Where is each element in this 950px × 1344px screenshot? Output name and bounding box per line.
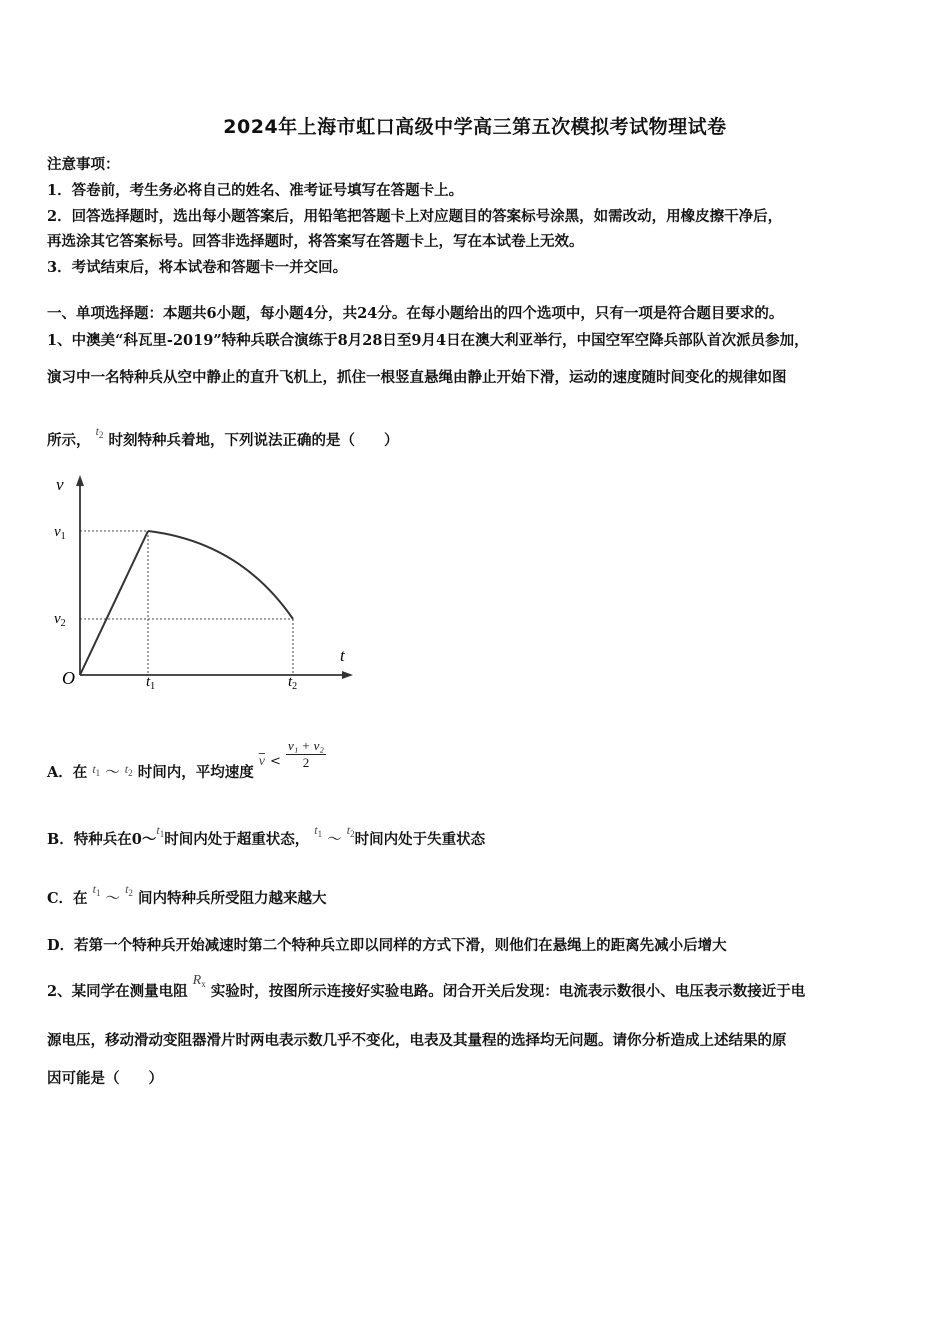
q1-text: 1、中澳美“科瓦里-2019”特种兵联合演练于8月28日至9月4日在澳大利亚举行，中国空军空降兵部队首次派员参加， [47, 332, 809, 349]
t2-label: $t_2$ [288, 674, 298, 692]
t1-symbol: $t_1$ [92, 882, 101, 898]
velocity-fraction [286, 738, 326, 771]
option-b-text: 时间内处于超重状态， [164, 831, 310, 848]
option-b-text: 时间内处于失重状态 [354, 831, 486, 848]
q1-text [47, 424, 399, 450]
option-c-label: C．在 [47, 890, 88, 907]
q1-text: 演习中一名特种兵从空中静止的直升飞机上，抓住一根竖直悬绳由静止开始下滑，运动的速度随时间变化的规律如图 [47, 369, 787, 386]
less-than-sign: < [270, 753, 281, 769]
avg-velocity-symbol: $\overline{v}$ [258, 753, 265, 769]
v-axis-label: v [56, 475, 64, 494]
option-b-label: B．特种兵在0～ [47, 831, 157, 848]
velocity-time-graph [50, 470, 360, 695]
fraction-denominator: 2 [302, 755, 310, 770]
range-sign: ～ [105, 891, 121, 907]
v2-label: $v_2$ [54, 611, 66, 629]
note-item: 1．答卷前，考生务必将自己的姓名、准考证号填写在答题卡上。 [47, 182, 464, 199]
option-b [47, 818, 486, 848]
t1-symbol: t1 [92, 761, 101, 778]
q2-text: 源电压，移动滑动变阻器滑片时两电表示数几乎不变化，电表及其量程的选择均无问题。请你分析造成上述结果的原 [47, 1032, 787, 1049]
range-sign: ～ [105, 764, 120, 781]
t1-label: $t_1$ [146, 674, 156, 692]
t1-symbol: $t_1$ [156, 823, 165, 839]
note-item: 再选涂其它答案标号。回答非选择题时，将答案写在答题卡上，写在本试卷上无效。 [47, 233, 584, 250]
option-a-text: 时间内，平均速度 [137, 763, 254, 781]
q1-text-part: 所示， [47, 432, 91, 449]
option-a-label: A．在 [47, 763, 88, 781]
q2-text [47, 968, 806, 1000]
notes-heading: 注意事项： [47, 156, 120, 173]
q2-text: 因可能是（ ） [47, 1070, 163, 1087]
fraction-numerator: v₁ + v₂ [288, 738, 324, 753]
t2-symbol: t2 [124, 761, 133, 778]
section-heading: 一、单项选择题：本题共6小题，每小题4分，共24分。在每小题给出的四个选项中，只有一项是符合题目要求的。 [47, 305, 784, 322]
t1-symbol: $t_1$ [314, 823, 323, 839]
page-title: 2024年上海市虹口高级中学高三第五次模拟考试物理试卷 [223, 116, 727, 138]
option-d: D．若第一个特种兵开始减速时第二个特种兵立即以同样的方式下滑，则他们在悬绳上的距离先减小后增大 [47, 937, 727, 954]
accel-segment [80, 531, 148, 675]
note-item: 2．回答选择题时，选出每小题答案后，用铅笔把答题卡上对应题目的答案标号涂黑，如需改动，用橡皮擦干净后， [47, 208, 783, 225]
v1-label: $v_1$ [54, 524, 66, 542]
range-sign: ～ [327, 832, 342, 848]
t-axis-label: t [340, 646, 345, 665]
t2-symbol: t2 [95, 424, 104, 440]
origin-label: O [62, 668, 75, 688]
rx-symbol: $R_x$ [192, 973, 206, 989]
note-item: 3．考试结束后，将本试卷和答题卡一并交回。 [47, 259, 348, 276]
decel-curve [148, 531, 293, 619]
option-a [47, 738, 326, 781]
option-c-text: 间内特种兵所受阻力越来越大 [137, 890, 327, 907]
t2-symbol: $t_2$ [125, 882, 133, 898]
q1-text-part: 时刻特种兵着地，下列说法正确的是（ ） [108, 432, 399, 449]
option-c [47, 877, 327, 907]
q2-text-part: 实验时，按图所示连接好实验电路。闭合开关后发现：电流表示数很小、电压表示数接近于电 [210, 983, 806, 1000]
q2-text-part: 2、某同学在测量电阻 [47, 983, 188, 1000]
t-axis-arrow [342, 671, 353, 679]
t2-symbol: $t_2$ [346, 823, 355, 839]
v-axis-arrow [76, 475, 84, 486]
